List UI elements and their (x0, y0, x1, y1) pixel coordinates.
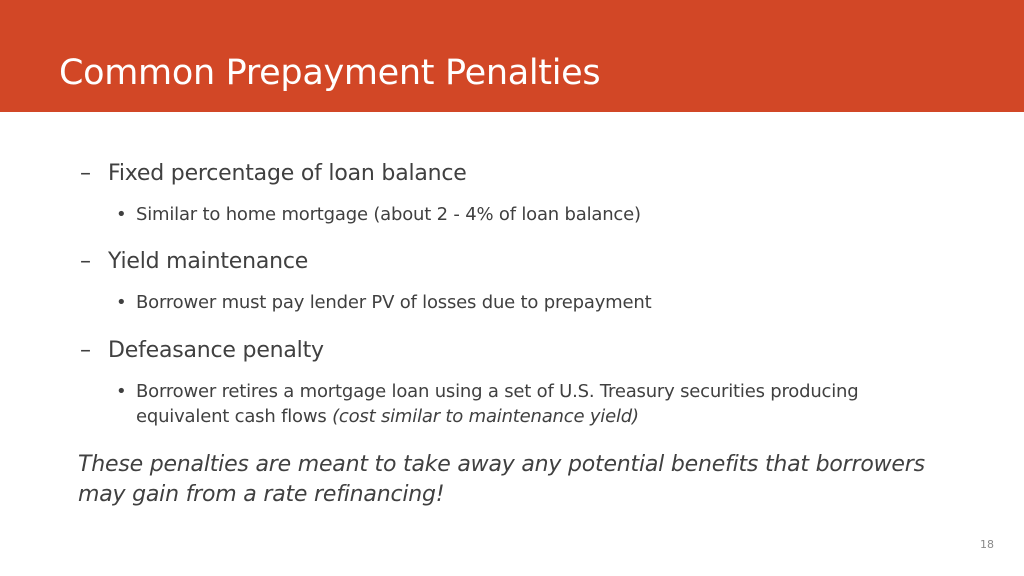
bullet-yield-maintenance (80, 248, 309, 276)
bullet-marker: • (116, 381, 127, 402)
sub-bullet-text: Similar to home mortgage (about 2 - 4% of loan balance) (136, 204, 641, 225)
sub-bullet-italic-note: (cost similar to maintenance yield) (332, 406, 639, 427)
sub-bullet-text: Borrower must pay lender PV of losses due to prepayment (136, 292, 652, 313)
dash-marker: – (80, 249, 91, 274)
dash-marker: – (80, 161, 91, 186)
bullet-marker: • (116, 204, 127, 225)
bullet-defeasance-penalty (80, 337, 324, 365)
sub-bullet-treasury-securities (116, 379, 926, 429)
closing-statement: These penalties are meant to take away any potential benefits that borrowers may gain from a rate refinancing! (78, 452, 925, 507)
sub-bullet-pv-losses (116, 290, 836, 315)
page-number: 18 (980, 538, 994, 551)
bullet-text: Fixed percentage of loan balance (108, 161, 467, 186)
bullet-text: Defeasance penalty (108, 338, 324, 363)
sub-bullet-home-mortgage (116, 202, 836, 227)
dash-marker: – (80, 338, 91, 363)
slide-title: Common Prepayment Penalties (59, 53, 601, 93)
bullet-text: Yield maintenance (108, 249, 309, 274)
sub-bullet-text: Borrower retires a mortgage loan using a set of U.S. Treasury securities producing equivalent cash flows (136, 381, 859, 427)
bullet-fixed-percentage (80, 160, 467, 188)
bullet-marker: • (116, 292, 127, 313)
